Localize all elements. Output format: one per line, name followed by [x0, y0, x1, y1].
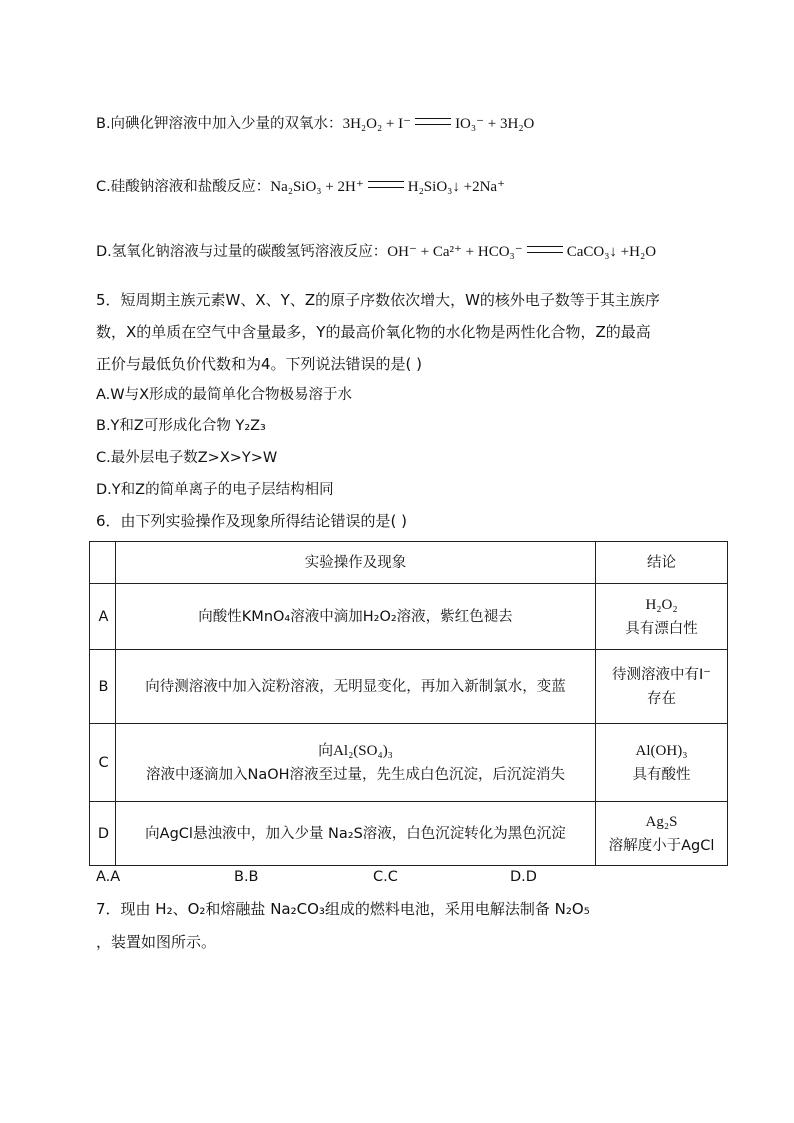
q7-stem-line-1: 7．现由 H₂、O₂和熔融盐 Na₂CO₃组成的燃料电池，采用电解法制备 N₂O₅: [96, 900, 590, 918]
table-header-key: [90, 542, 116, 584]
row-key: A: [90, 584, 116, 650]
row-conclusion-line-1: H₂O₂: [645, 596, 678, 613]
q4-option-c-label: C.硅酸钠溶液和盐酸反应：: [96, 179, 271, 195]
q4-option-c: [96, 177, 505, 197]
q6-option-d: D.D: [510, 869, 537, 885]
table-header-op: 实验操作及现象: [116, 542, 596, 584]
table-row: [90, 584, 728, 650]
row-key: B: [90, 650, 116, 724]
q4-option-c-eq-left: Na₂SiO₃ + 2H⁺: [270, 179, 364, 195]
q5-option-d: D.Y和Z的简单离子的电子层结构相同: [96, 482, 334, 498]
q4-option-b-label: B.向碘化钾溶液中加入少量的双氧水：: [96, 116, 343, 132]
row-conclusion: [596, 802, 728, 866]
row-operation: 向AgCl悬浊液中，加入少量 Na₂S溶液，白色沉淀转化为黑色沉淀: [116, 802, 596, 866]
q4-option-c-eq-right: H₂SiO₃↓ +2Na⁺: [407, 179, 506, 195]
table-header-row: [90, 542, 728, 584]
row-operation: 向待测溶液中加入淀粉溶液，无明显变化，再加入新制氯水，变蓝: [116, 650, 596, 724]
q5-stem-line-2: 数，X的单质在空气中含量最多，Y的最高价氧化物的水化物是两性化合物，Z的最高: [96, 323, 651, 341]
table-row: [90, 650, 728, 724]
table-row: [90, 724, 728, 802]
q5-option-b: B.Y和Z可形成化合物 Y₂Z₃: [96, 418, 266, 434]
row-conclusion-line-1: 待测溶液中有I⁻: [612, 666, 711, 683]
q4-option-b: [96, 114, 534, 134]
q6-option-c: C.C: [373, 869, 398, 885]
row-operation-line-1: 向Al₂(SO₄)₃: [318, 742, 393, 759]
q5-option-c: C.最外层电子数Z>X>Y>W: [96, 450, 278, 466]
q4-option-d-eq-right: CaCO₃↓ +H₂O: [566, 244, 657, 260]
q5-option-a: A.W与X形成的最简单化合物极易溶于水: [96, 387, 353, 403]
q7-stem-line-2: ，装置如图所示。: [96, 933, 217, 951]
q6-table: [89, 541, 728, 866]
equals-arrow-icon: [415, 118, 451, 125]
equals-arrow-icon: [368, 181, 404, 188]
row-conclusion: [596, 650, 728, 724]
q4-option-d-label: D.氢氧化钠溶液与过量的碳酸氢钙溶液反应：: [96, 244, 388, 260]
table-header-con: 结论: [596, 542, 728, 584]
q6-option-a: A.A: [96, 869, 121, 885]
row-conclusion: [596, 724, 728, 802]
row-conclusion-line-2: 溶解度小于AgCl: [608, 837, 715, 854]
row-operation-line-2: 溶液中逐滴加入NaOH溶液至过量，先生成白色沉淀，后沉淀消失: [145, 766, 566, 783]
row-key: C: [90, 724, 116, 802]
q6-stem: 6．由下列实验操作及现象所得结论错误的是( ): [96, 512, 408, 530]
row-conclusion-line-2: 具有酸性: [632, 766, 691, 783]
table-row: [90, 802, 728, 866]
q5-stem-line-3: 正价与最低负价代数和为4。下列说法错误的是( ): [96, 355, 423, 373]
row-operation: 向酸性KMnO₄溶液中滴加H₂O₂溶液，紫红色褪去: [116, 584, 596, 650]
q4-option-b-eq-left: 3H₂O₂ + I⁻: [342, 116, 412, 132]
q5-stem-line-1: 5．短周期主族元素W、X、Y、Z的原子序数依次增大，W的核外电子数等于其主族序: [96, 291, 660, 309]
row-conclusion-line-1: Al(OH)₃: [635, 742, 688, 759]
row-operation: [116, 724, 596, 802]
q4-option-d: [96, 242, 656, 262]
row-conclusion-line-1: Ag₂S: [645, 813, 678, 830]
row-conclusion-line-2: 存在: [647, 690, 676, 707]
q4-option-d-eq-left: OH⁻ + Ca²⁺ + HCO₃⁻: [387, 244, 523, 260]
row-conclusion-line-2: 具有漂白性: [625, 620, 698, 637]
q6-option-b: B.B: [234, 869, 259, 885]
equals-arrow-icon: [527, 246, 563, 253]
q4-option-b-eq-right: IO₃⁻ + 3H₂O: [455, 116, 535, 132]
row-conclusion: [596, 584, 728, 650]
row-key: D: [90, 802, 116, 866]
